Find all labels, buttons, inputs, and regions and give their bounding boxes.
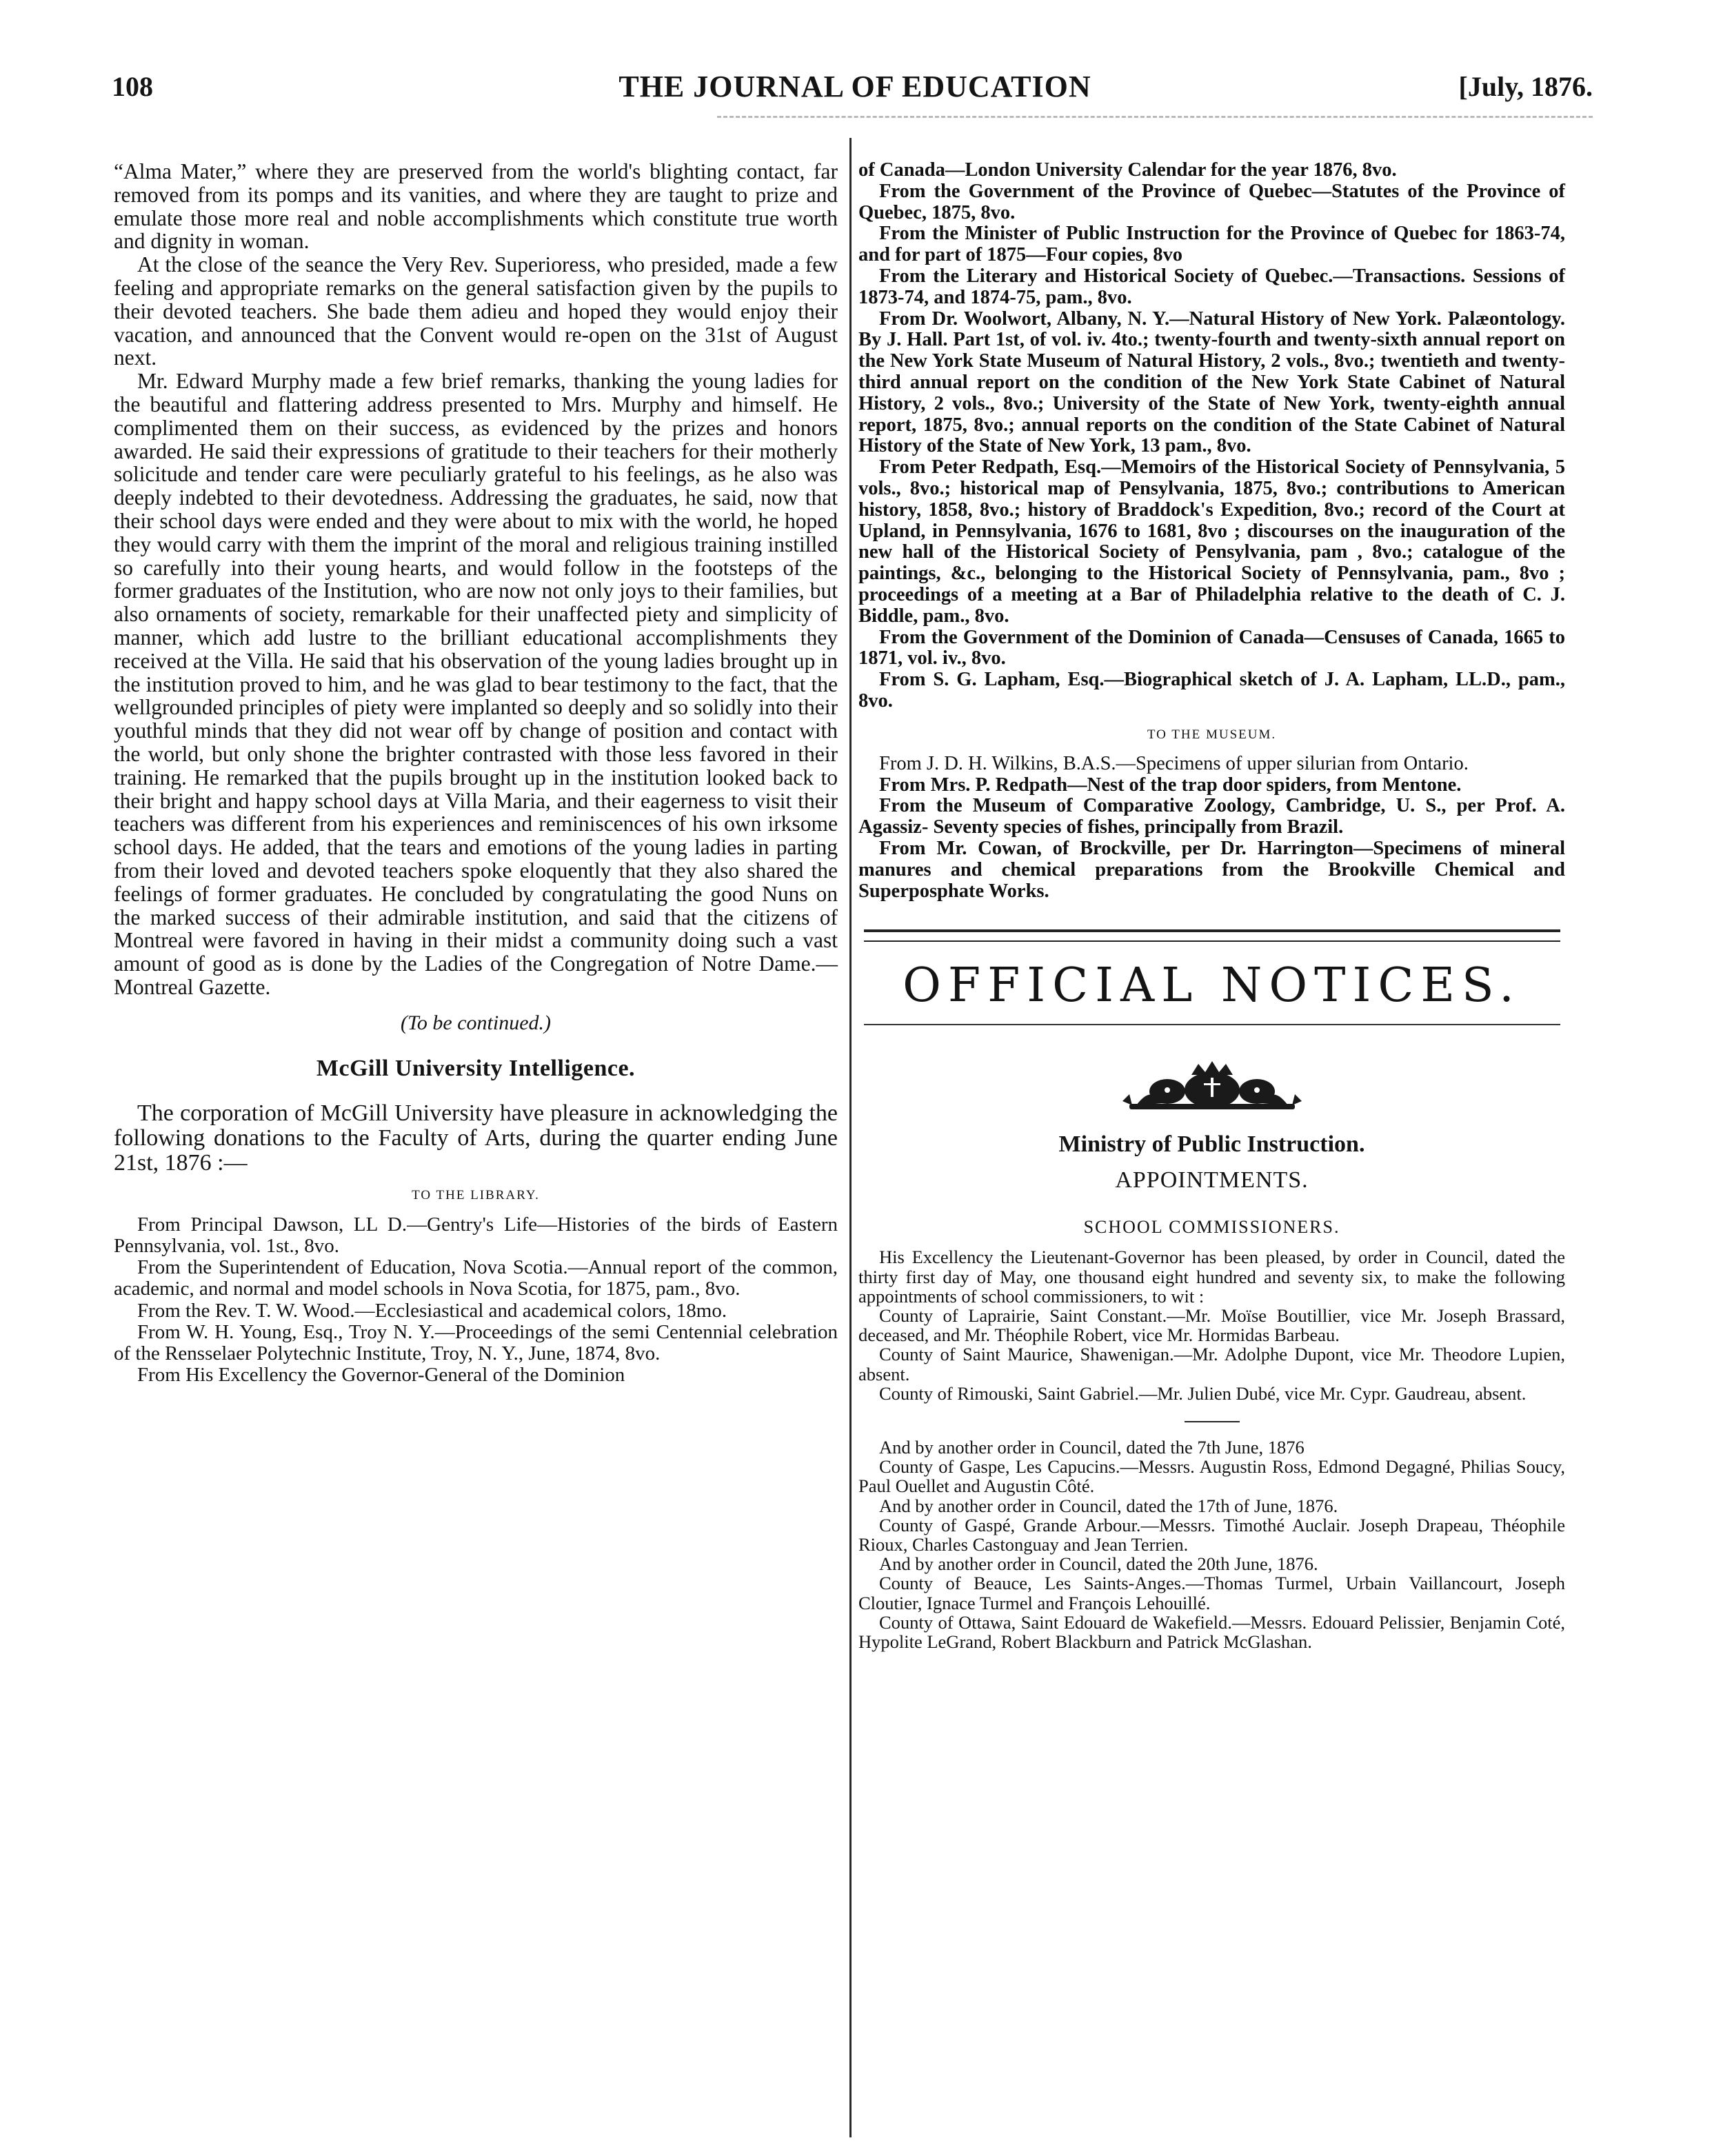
museum-heading: TO THE MUSEUM.	[1147, 727, 1277, 742]
official-notices-title: OFFICIAL NOTICES.	[903, 958, 1521, 1014]
donation-item: From Peter Redpath, Esq.—Memoirs of the Historical Society of Pennsylvania, 5 vols., 8vo.; historical map of Pensylvania, 1875, 8vo.; contributions to American history, 1858, 8vo.; history of Braddock's Expedition, 8vo.; record of the Court at Upland, in Pennsylvania, 1676 to 1681, 8vo ; discourses on the inauguration of the new hall of the Historical Society of Pensylvania, pam , 8vo.; catalogue of the paintings, &c., belonging to the Historical Society of Pennsylvania, pam., 8vo ; proceedings of a meeting at a Bar of Philadelphia relative to the death of C. J. Biddle, pam., 8vo.	[858, 456, 1565, 627]
right-column	[858, 160, 1565, 1651]
left-column	[114, 160, 838, 1386]
page-number: 108	[112, 71, 153, 102]
order-paragraph: And by another order in Council, dated the 17th of June, 1876.	[879, 1495, 1338, 1516]
order-paragraph: County of Laprairie, Saint Constant.—Mr. Moïse Boutillier, vice Mr. Joseph Brassard, deceased, and Mr. Théophile Robert, vice Mr. Hormidas Barbeau.	[858, 1304, 1565, 1346]
header-rule	[717, 116, 1593, 118]
order-paragraph: County of Saint Maurice, Shawenigan.—Mr. Adolphe Dupont, vice Mr. Theodore Lupien, absent.	[858, 1344, 1565, 1384]
donation-item: From the Superintendent of Education, Nova Scotia.—Annual report of the common, academic, and normal and model schools in Nova Scotia, for 1875, pam., 8vo.	[114, 1256, 838, 1300]
continued-note: (To be continued.)	[400, 1011, 552, 1034]
donation-item: From the Rev. T. W. Wood.—Ecclesiastical and academical colors, 18mo.	[137, 1299, 727, 1322]
issue-date: [July, 1876.	[1458, 71, 1593, 102]
ministry-heading: Ministry of Public Instruction.	[1058, 1131, 1365, 1158]
donation-item: From the Government of the Province of Quebec—Statutes of the Province of Quebec, 1875, 8vo.	[858, 180, 1565, 223]
order-paragraph: County of Ottawa, Saint Edouard de Wakefield.—Messrs. Edouard Pelissier, Benjamin Coté, Hypolite LeGrand, Robert Blackburn and Patrick McGlashan.	[858, 1611, 1565, 1652]
article-paragraph: “Alma Mater,” where they are preserved from the world's blighting contact, far removed from its pomps and its vanities, and where they are taught to prize and emulate those more real and noble accomplishments which constitute true worth and dignity in woman.	[114, 159, 838, 254]
donation-item: From Principal Dawson, LL D.—Gentry's Life—Histories of the birds of Eastern Pennsylvania, vol. 1st., 8vo.	[114, 1213, 838, 1257]
article-paragraph: Mr. Edward Murphy made a few brief remarks, thanking the young ladies for the beautiful and flattering address presented to Mrs. Murphy and himself. He complimented them on their success, as evidenced by the prizes and honors awarded. He said their expressions of gratitude to their teachers for their motherly solicitude and tender care were peculiarly grateful to his feelings, as he also was deeply indebted to their devotedness. Addressing the graduates, he said, now that their school days were ended and they were about to mix with the world, he hoped they would carry with them the imprint of the moral and religious training instilled so carefully into their young hearts, and would follow in the footsteps of the former graduates of the Institution, who are now not only joys to their families, but also ornaments of society, remarkable for their unaffected piety and simplicity of manner, which add lustre to the brilliant educational accomplishments they received at the Villa. He said that his observation of the young ladies brought up in the institution proved to him, and he was glad to bear testimony to the fact, that the wellgrounded principles of piety were implanted so deeply and so solidly into their youthful minds that they did not wear off by change of position and contact with the world, but only shone the brighter contrasted with those less favored in their training. He remarked that the pupils brought up in the institution looked back to their bright and happy school days at Villa Maria, and their eagerness to visit their teachers was different from his experiences and reminiscences of his own irksome school days. He added, that the tears and emotions of the young ladies in parting from their loved and devoted teachers spoke eloquently that they also shared the feelings of former graduates. He concluded by congratulating the good Nuns on the marked success of their admirable institution, and said that the citizens of Montreal were favored in having in their midst a community doing such a vast amount of good as is done by the Ladies of the Congregation of Notre Dame.—Montreal Gazette.	[114, 369, 838, 999]
order-paragraph: County of Gaspe, Les Capucins.—Messrs. Augustin Ross, Edmond Degagné, Philias Soucy, Paul Ouellet and Augustin Côté.	[858, 1456, 1565, 1497]
short-divider	[1185, 1421, 1240, 1422]
column-divider	[849, 138, 852, 2137]
order-paragraph: And by another order in Council, dated the 20th June, 1876.	[879, 1553, 1318, 1575]
section-double-rule	[864, 929, 1560, 942]
journal-title: THE JOURNAL OF EDUCATION	[618, 70, 1091, 103]
royal-crest-icon	[1109, 1060, 1316, 1112]
museum-donation: From Mr. Cowan, of Brockville, per Dr. Harrington—Specimens of mineral manures and chemical preparations from the Brookville Chemical and Superposphate Works.	[858, 837, 1565, 902]
mcgill-intro: The corporation of McGill University have pleasure in acknowledging the following donations to the Faculty of Arts, during the quarter ending June 21st, 1876 :—	[114, 1100, 838, 1176]
donation-item: From the Literary and Historical Society of Quebec.—Transactions. Sessions of 1873-74, and 1874-75, pam., 8vo.	[858, 265, 1565, 308]
appointments-heading: APPOINTMENTS.	[1115, 1167, 1309, 1193]
order-paragraph: County of Rimouski, Saint Gabriel.—Mr. Julien Dubé, vice Mr. Cypr. Gaudreau, absent.	[879, 1382, 1527, 1404]
order-paragraph: His Excellency the Lieutenant-Governor has been pleased, by order in Council, dated the thirty first day of May, one thousand eight hundred and seventy six, to make the following appointments of school commissioners, to wit :	[858, 1247, 1565, 1307]
donation-item: From W. H. Young, Esq., Troy N. Y.—Proceedings of the semi Centennial celebration of the Rensselaer Polytechnic Institute, Troy, N. Y., June, 1874, 8vo.	[114, 1320, 838, 1364]
donation-item: From Dr. Woolwort, Albany, N. Y.—Natural History of New York. Palæontology. By J. Hall. Part 1st, of vol. iv. 4to.; twenty-fourth and twenty-sixth annual report on the New York State Museum of Natural History, 2 vols., 8vo.; twentieth and twenty-third annual report on the condition of the New York State Cabinet of Natural History, 2 vols., 8vo.; University of the State of New York, twenty-eighth annual report, 1875, 8vo.; annual reports on the condition of the State Cabinet of Natural History of the State of New York, 13 pam., 8vo.	[858, 308, 1565, 457]
donation-item: From the Minister of Public Instruction for the Province of Quebec for 1863-74, and for part of 1875—Four copies, 8vo	[858, 223, 1565, 266]
order-paragraph: County of Gaspé, Grande Arbour.—Messrs. Timothé Auclair. Joseph Drapeau, Théophile Rioux, Charles Castonguay and Jean Terrien.	[858, 1514, 1565, 1555]
page-header	[103, 63, 1607, 112]
donation-item: From His Excellency the Governor-General of the Dominion	[137, 1364, 625, 1387]
order-paragraph: And by another order in Council, dated the 7th June, 1876	[879, 1436, 1305, 1458]
mcgill-heading: McGill University Intelligence.	[316, 1055, 636, 1081]
museum-donation: From the Museum of Comparative Zoology, Cambridge, U. S., per Prof. A. Agassiz- Seventy species of fishes, principally from Brazil.	[858, 795, 1565, 838]
donation-item: of Canada—London University Calendar for the year 1876, 8vo.	[858, 159, 1397, 181]
order-paragraph: County of Beauce, Les Saints-Anges.—Thomas Turmel, Urbain Vaillancourt, Joseph Cloutier, Ignace Turmel and François Lehouillé.	[858, 1573, 1565, 1613]
section-rule	[864, 1024, 1560, 1025]
article-paragraph: At the close of the seance the Very Rev. Superioress, who presided, made a few feeling and appropriate remarks on the general satisfaction given by the pupils to their devoted teachers. She bade them adieu and hoped they would enjoy their vacation, and announced that the Convent would re-open on the 31st of August next.	[114, 252, 838, 370]
library-heading: TO THE LIBRARY.	[412, 1187, 540, 1202]
museum-donation: From J. D. H. Wilkins, B.A.S.—Specimens of upper silurian from Ontario.	[879, 752, 1469, 774]
school-commissioners-heading: SCHOOL COMMISSIONERS.	[1083, 1217, 1340, 1238]
museum-donation: From Mrs. P. Redpath—Nest of the trap door spiders, from Mentone.	[879, 774, 1462, 796]
donation-item: From S. G. Lapham, Esq.—Biographical sketch of J. A. Lapham, LL.D., pam., 8vo.	[858, 669, 1565, 712]
donation-item: From the Government of the Dominion of Canada—Censuses of Canada, 1665 to 1871, vol. iv., 8vo.	[858, 626, 1565, 669]
